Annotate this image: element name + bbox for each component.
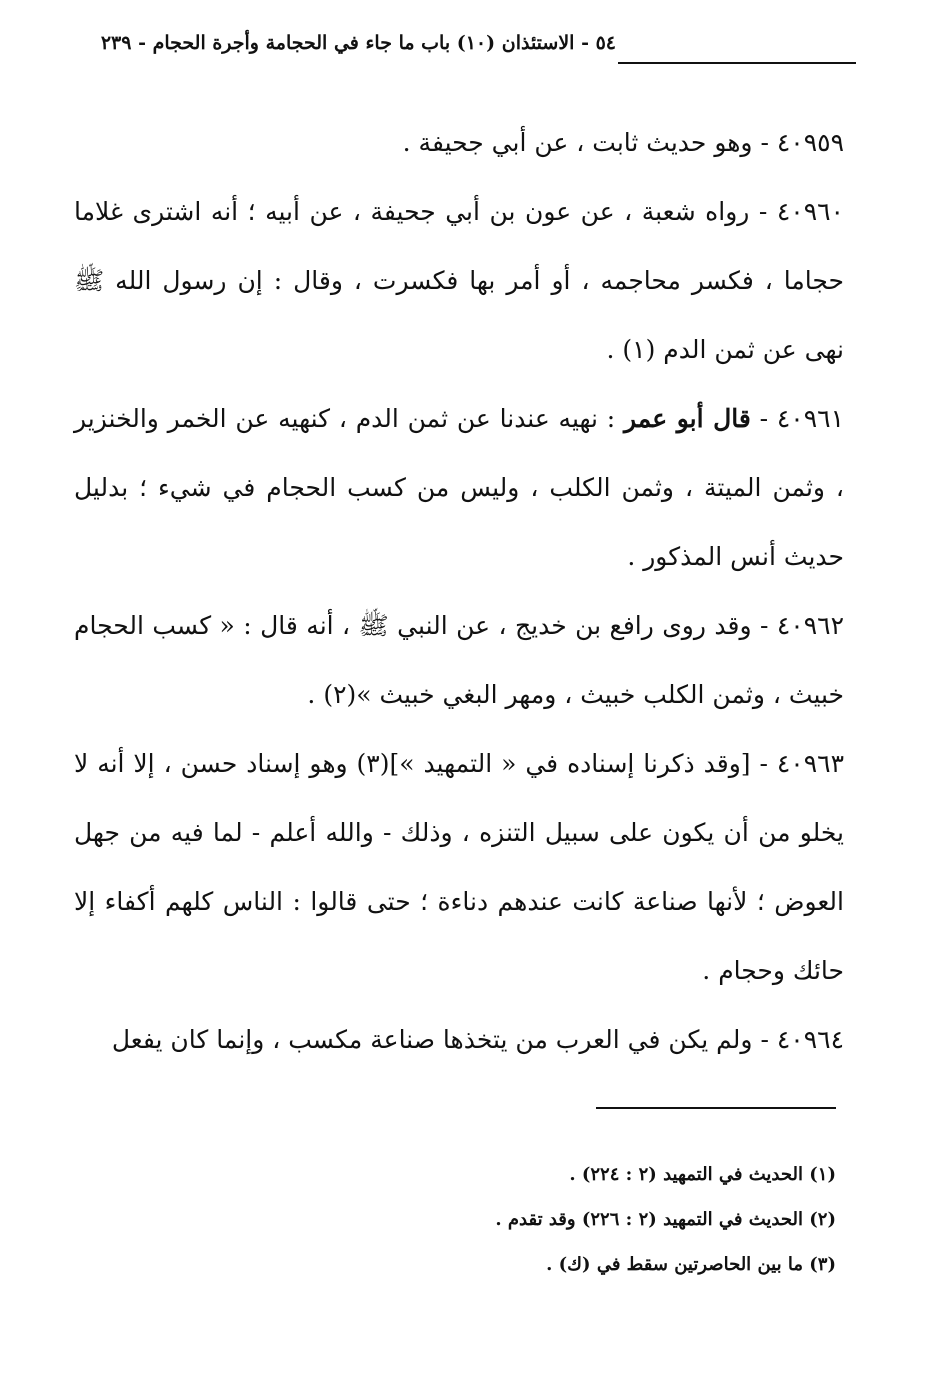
footnote xyxy=(74,1197,836,1242)
footnote-mark: (٣) xyxy=(809,1254,836,1275)
paragraph: ٤٠٩٦٠ - رواه شعبة ، عن عون بن أبي جحيفة ، عن أبيه ؛ أنه اشترى غلاما حجاما ، فكسر محاجمه ، أو أمر بها فكسرت ، وقال : إن رسول الله ﷺ نهى عن ثمن الدم (١) . xyxy=(74,197,844,364)
header-rule xyxy=(618,62,856,64)
footnote xyxy=(74,1242,836,1287)
paragraph-text: رواه شعبة ، عن عون بن أبي جحيفة ، عن أبيه ؛ أنه اشترى غلاما حجاما ، فكسر محاجمه ، أو أمر بها فكسرت ، وقال : إن رسول الله ﷺ نهى عن ثمن الدم (١) . xyxy=(74,197,844,364)
paragraph-text: ولم يكن في العرب من يتخذها صناعة مكسب ، وإنما كان يفعل xyxy=(111,1025,753,1054)
footnote-source: التمهيد xyxy=(663,1164,713,1185)
paragraph-number: ٤٠٩٦٠ xyxy=(776,197,844,226)
footnotes xyxy=(74,1152,836,1287)
paragraph: ٤٠٩٥٩ - وهو حديث ثابت ، عن أبي جحيفة . xyxy=(402,128,844,157)
paragraph: ٤٠٩٦٤ - ولم يكن في العرب من يتخذها صناعة مكسب ، وإنما كان يفعل xyxy=(111,1025,844,1054)
footnote-mark: (١) xyxy=(809,1164,836,1185)
footnote-ref: (٢ : ٢٢٤) . xyxy=(569,1164,657,1185)
paragraph-number: ٤٠٩٦٢ xyxy=(776,611,844,640)
footnote-source: التمهيد xyxy=(663,1209,713,1230)
header-title: ٥٤ - الاستئذان (١٠) باب ما جاء في الحجامة وأجرة الحجام - ٢٣٩ xyxy=(100,32,616,54)
paragraph-text: وهو حديث ثابت ، عن أبي جحيفة . xyxy=(402,128,753,157)
paragraph: ٤٠٩٦١ - قال أبو عمر : نهيه عندنا عن ثمن الدم ، كنهيه عن الخمر والخنزير ، وثمن الميتة ، وثمن الكلب ، وليس من كسب الحجام في شيء ؛ بدليل حديث أنس المذكور . xyxy=(74,404,844,571)
paragraph-number: ٤٠٩٥٩ xyxy=(776,128,844,157)
paragraph-text: : نهيه عندنا عن ثمن الدم ، كنهيه عن الخمر والخنزير ، وثمن الميتة ، وثمن الكلب ، وليس من كسب الحجام في شيء ؛ بدليل حديث أنس المذكور . xyxy=(74,404,844,571)
footnote-lead: الحديث في xyxy=(718,1209,803,1230)
footnote-lead: الحديث في xyxy=(718,1164,803,1185)
footnote-lead: ما بين الحاصرتين سقط في xyxy=(596,1254,803,1275)
paragraph-text: وقد روى رافع بن خديج ، عن النبي ﷺ ، أنه قال : « كسب الحجام خبيث ، وثمن الكلب خبيث ، ومهر البغي خبيث »(٢) . xyxy=(74,611,844,709)
footnote-mark: (٢) xyxy=(809,1209,836,1230)
main-text xyxy=(74,108,844,1074)
footnote-ref: (٢ : ٢٢٦) وقد تقدم . xyxy=(495,1209,657,1230)
paragraph-number: ٤٠٩٦١ xyxy=(776,404,844,433)
footnote-ref: (ك) . xyxy=(546,1254,591,1275)
running-header xyxy=(56,28,856,68)
paragraph: ٤٠٩٦٣ - [وقد ذكرنا إسناده في « التمهيد »](٣) وهو إسناد حسن ، إلا أنه لا يخلو من أن يكون على سبيل التنزه ، وذلك - والله أعلم - لما فيه من جهل العوض ؛ لأنها صناعة كانت عندهم دناءة ؛ حتى قالوا : الناس كلهم أكفاء إلا حائك وحجام . xyxy=(74,749,844,985)
paragraph-number: ٤٠٩٦٣ xyxy=(776,749,844,778)
speaker-label: قال أبو عمر xyxy=(624,404,751,433)
paragraph: ٤٠٩٦٢ - وقد روى رافع بن خديج ، عن النبي ﷺ ، أنه قال : « كسب الحجام خبيث ، وثمن الكلب خبيث ، ومهر البغي خبيث »(٢) . xyxy=(74,611,844,709)
footnote-separator xyxy=(596,1107,836,1109)
paragraph-text: [وقد ذكرنا إسناده في « التمهيد »](٣) وهو إسناد حسن ، إلا أنه لا يخلو من أن يكون على سبيل التنزه ، وذلك - والله أعلم - لما فيه من جهل العوض ؛ لأنها صناعة كانت عندهم دناءة ؛ حتى قالوا : الناس كلهم أكفاء إلا حائك وحجام . xyxy=(74,749,844,985)
footnote xyxy=(74,1152,836,1197)
paragraph-number: ٤٠٩٦٤ xyxy=(776,1025,844,1054)
